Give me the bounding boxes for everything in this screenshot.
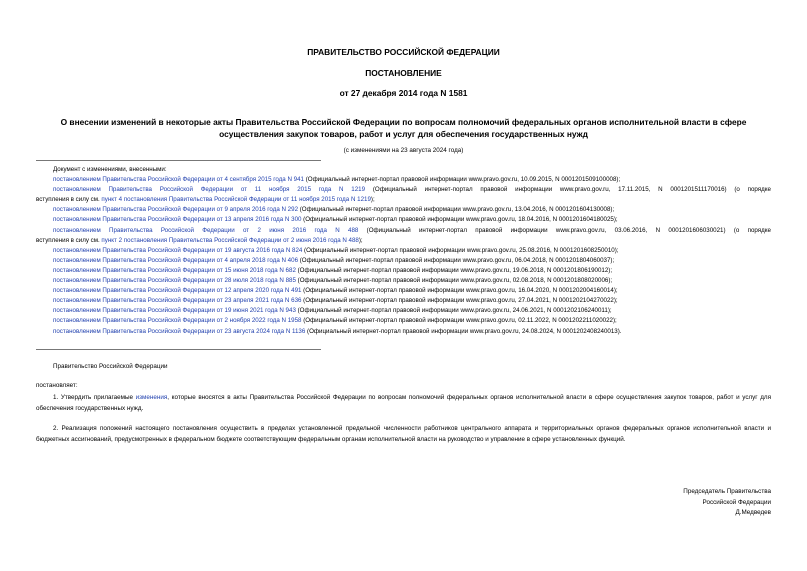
changes-list [36,165,771,337]
paragraph-2: 2. Реализация положений настоящего постановления осуществить в пределах установленной предельной численности работников центрального аппарата и территориальных органов федеральных органов исполнительной власти и бюджетных ассигнований, предусмотренных в федеральном бюджете соответствующим федеральным органам исполнительной власти на руководство и управление в сфере установленных функций. [36,425,771,443]
amendment-effective-note [36,195,771,205]
signature-name: Д.Медведев [735,509,771,516]
amendment-link[interactable]: постановлением Правительства Российской Федерации от 19 июня 2021 года N 943 [53,307,296,315]
paragraph-1 [36,393,771,414]
doc-type-heading: ПОСТАНОВЛЕНИЕ [365,68,442,78]
government-heading: ПРАВИТЕЛЬСТВО РОССИЙСКОЙ ФЕДЕРАЦИИ [307,47,500,57]
revision-note: (с изменениями на 23 августа 2024 года) [343,147,464,154]
changes-intro: Документ с изменениями, внесенными: [53,166,167,173]
signature-block [683,487,771,519]
amendment-item [36,175,771,185]
amendment-source: (Официальный интернет-портал правовой информации www.pravo.gov.ru, 17.11.2015, N 0001201511170016) (о порядке [365,186,771,194]
paragraph-1-start: 1. Утвердить прилагаемые [53,394,136,401]
date-number-heading: от 27 декабря 2014 года N 1581 [339,88,468,98]
amendment-link[interactable]: постановлением Правительства Российской Федерации от 15 июня 2018 года N 682 [53,266,296,274]
amendment-link[interactable]: постановлением Правительства Российской Федерации от 13 апреля 2016 года N 300 [53,216,302,224]
amendment-item [36,226,771,236]
effective-note-prefix: вступления в силу см. [36,236,102,244]
decrees-line: постановляет: [36,382,78,389]
amendment-source: (Официальный интернет-портал правовой информации www.pravo.gov.ru, 13.04.2016, N 0001201604130008); [298,206,615,214]
amendment-item [36,215,771,225]
bottom-divider [36,349,321,350]
amendment-effective-note [36,236,771,246]
amendment-source: (Официальный интернет-портал правовой информации www.pravo.gov.ru, 25.08.2016, N 0001201608250010); [302,246,619,254]
amendment-link[interactable]: постановлением Правительства Российской Федерации от 28 июля 2018 года N 885 [53,277,296,285]
amendment-source: (Официальный интернет-портал правовой информации www.pravo.gov.ru, 18.04.2016, N 0001201604180025); [301,216,618,224]
amendment-link[interactable]: постановлением Правительства Российской Федерации от 4 апреля 2018 года N 406 [53,256,299,264]
amendment-source: (Официальный интернет-портал правовой информации www.pravo.gov.ru, 02.08.2018, N 0001201808020006); [295,277,613,285]
amendment-link[interactable]: постановлением Правительства Российской Федерации от 11 ноября 2015 года N 1219 [53,186,366,194]
amendment-link[interactable]: постановлением Правительства Российской Федерации от 23 апреля 2021 года N 636 [53,297,302,305]
amendment-item [36,246,771,256]
amendment-source: (Официальный интернет-портал правовой информации www.pravo.gov.ru, 10.09.2015, N 0001201509100008); [303,176,621,184]
effective-note-link[interactable]: пункт 4 постановления Правительства Российской Федерации от 11 ноября 2015 года N 1219 [101,196,371,204]
amendment-source: (Официальный интернет-портал правовой информации www.pravo.gov.ru, 03.06.2016, N 0001201606030021) (о порядке [358,226,771,234]
amendment-item [36,266,771,276]
amendment-link[interactable]: постановлением Правительства Российской Федерации от 12 апреля 2020 года N 491 [53,287,302,295]
amendment-item [36,185,771,195]
amendment-source: (Официальный интернет-портал правовой информации www.pravo.gov.ru, 27.04.2021, N 0001202104270022); [301,297,618,305]
amendment-item [36,256,771,266]
amendment-item [36,286,771,296]
amendment-source: (Официальный интернет-портал правовой информации www.pravo.gov.ru, 19.06.2018, N 0001201806190012); [295,266,613,274]
amendment-source: (Официальный интернет-портал правовой информации www.pravo.gov.ru, 24.06.2021, N 0001202106240011); [295,307,612,315]
document-title [36,116,771,140]
title-line-1: О внесении изменений в некоторые акты Правительства Российской Федерации по вопросам полномочий федеральных органов исполнительной власти в сфере [60,117,747,127]
issuer-line: Правительство Российской Федерации [53,363,168,370]
effective-note-prefix: вступления в силу см. [36,196,102,204]
amendment-item [36,296,771,306]
paragraph-1-end: , которые вносятся в акты Правительства Российской Федерации по вопросам полномочий федеральных органов исполнительной власти в сфере осуществления закупок товаров, работ и услуг для обеспечения государственных нужд. [36,394,771,412]
effective-note-suffix: ); [370,196,375,204]
signature-line-1: Председатель Правительства [683,488,771,495]
amendment-item [36,205,771,215]
amendment-link[interactable]: постановлением Правительства Российской Федерации от 2 ноября 2022 года N 1958 [53,317,302,325]
amendment-source: (Официальный интернет-портал правовой информации www.pravo.gov.ru, 24.08.2024, N 0001202408240013). [305,327,622,335]
amendment-source: (Официальный интернет-портал правовой информации www.pravo.gov.ru, 02.11.2022, N 0001202211020022); [301,317,617,325]
amendment-item [36,306,771,316]
amendment-item [36,327,771,337]
amendment-link[interactable]: постановлением Правительства Российской Федерации от 9 апреля 2016 года N 292 [53,206,299,214]
amendment-item [36,316,771,326]
effective-note-suffix: ); [358,236,363,244]
amendment-source: (Официальный интернет-портал правовой информации www.pravo.gov.ru, 06.04.2018, N 0001201804060037); [298,256,615,264]
amendment-link[interactable]: постановлением Правительства Российской Федерации от 23 августа 2024 года N 1136 [53,327,306,335]
amendment-link[interactable]: постановлением Правительства Российской Федерации от 4 сентября 2015 года N 941 [53,176,304,184]
amendment-source: (Официальный интернет-портал правовой информации www.pravo.gov.ru, 16.04.2020, N 0001202004160014); [301,287,618,295]
effective-note-link[interactable]: пункт 2 постановления Правительства Российской Федерации от 2 июня 2016 года N 488 [101,236,359,244]
amendment-link[interactable]: постановлением Правительства Российской Федерации от 19 августа 2016 года N 824 [53,246,303,254]
signature-line-2: Российской Федерации [702,498,771,506]
title-line-2: осуществления закупок товаров, работ и услуг для обеспечения государственных нужд [219,129,588,139]
amendment-link[interactable]: постановлением Правительства Российской Федерации от 2 июня 2016 года N 488 [53,226,359,234]
amendment-item [36,276,771,286]
changes-link[interactable]: изменения [135,394,168,401]
top-divider [36,160,321,161]
